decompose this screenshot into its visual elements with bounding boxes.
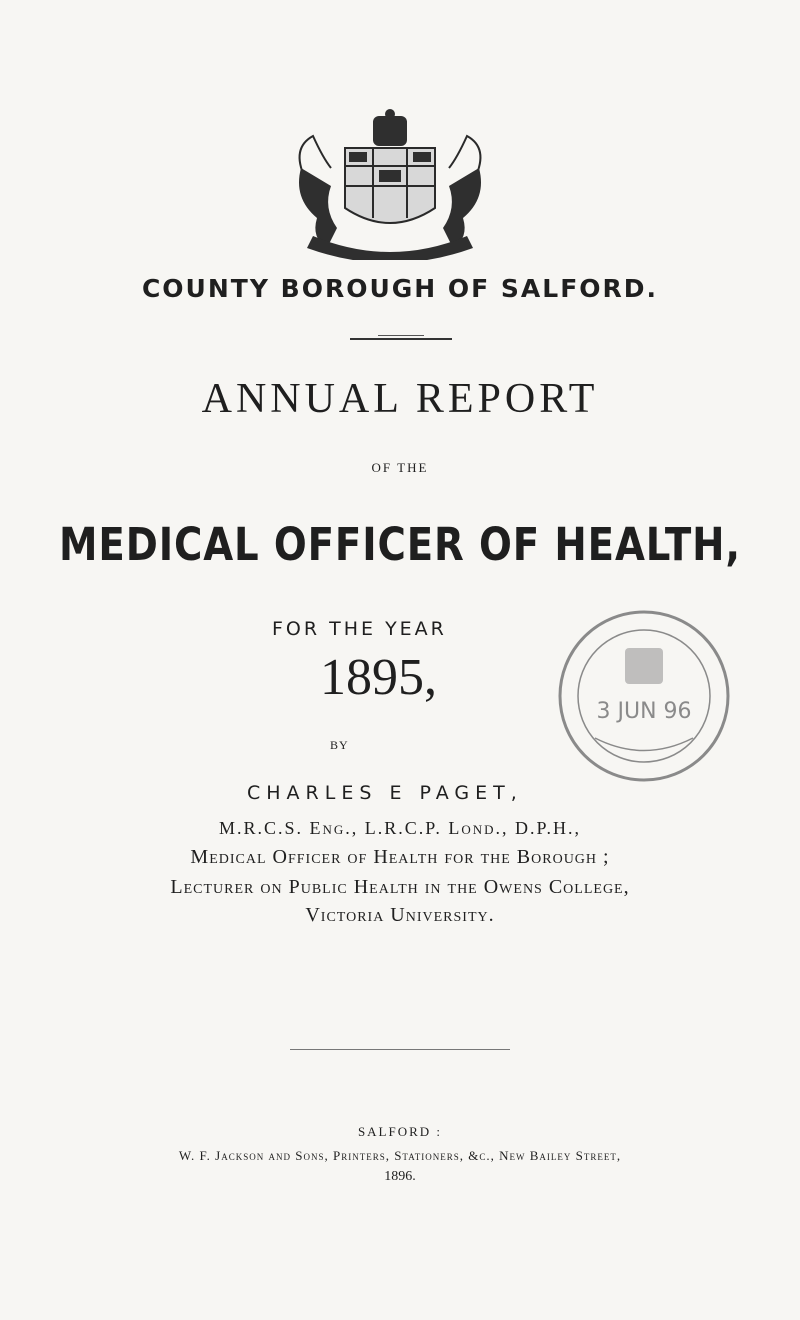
divider-rule — [350, 338, 452, 340]
imprint-year: 1896. — [384, 1169, 416, 1184]
report-year: 1895, — [320, 649, 437, 706]
imprint-divider — [290, 1049, 510, 1050]
author-office-1: Medical Officer of Health for the Borough ; — [190, 846, 610, 868]
for-the-year-label: FOR THE YEAR — [272, 618, 447, 640]
stamp-date: 3 JUN 96 — [596, 699, 692, 724]
imprint-printer: W. F. Jackson and Sons, Printers, Stationers, &c., New Bailey Street, — [178, 1148, 622, 1163]
author-office-3: Victoria University. — [305, 904, 495, 926]
author-office-2: Lecturer on Public Health in the Owens College, — [170, 876, 630, 898]
author-name: CHARLES E PAGET, — [247, 782, 523, 804]
report-subject: MEDICAL OFFICER OF HEALTH, — [59, 518, 741, 571]
by-label: BY — [330, 738, 349, 752]
divider-rule-short — [378, 335, 424, 336]
report-title: ANNUAL REPORT — [201, 376, 599, 422]
borough-heading: COUNTY BOROUGH OF SALFORD. — [141, 274, 659, 303]
borough-coat-of-arms — [283, 108, 497, 260]
author-degrees: M.R.C.S. Eng., L.R.C.P. Lond., D.P.H., — [219, 818, 581, 838]
title-connector: OF THE — [371, 460, 429, 475]
library-receipt-stamp — [555, 608, 733, 784]
imprint-place: SALFORD : — [357, 1124, 443, 1139]
